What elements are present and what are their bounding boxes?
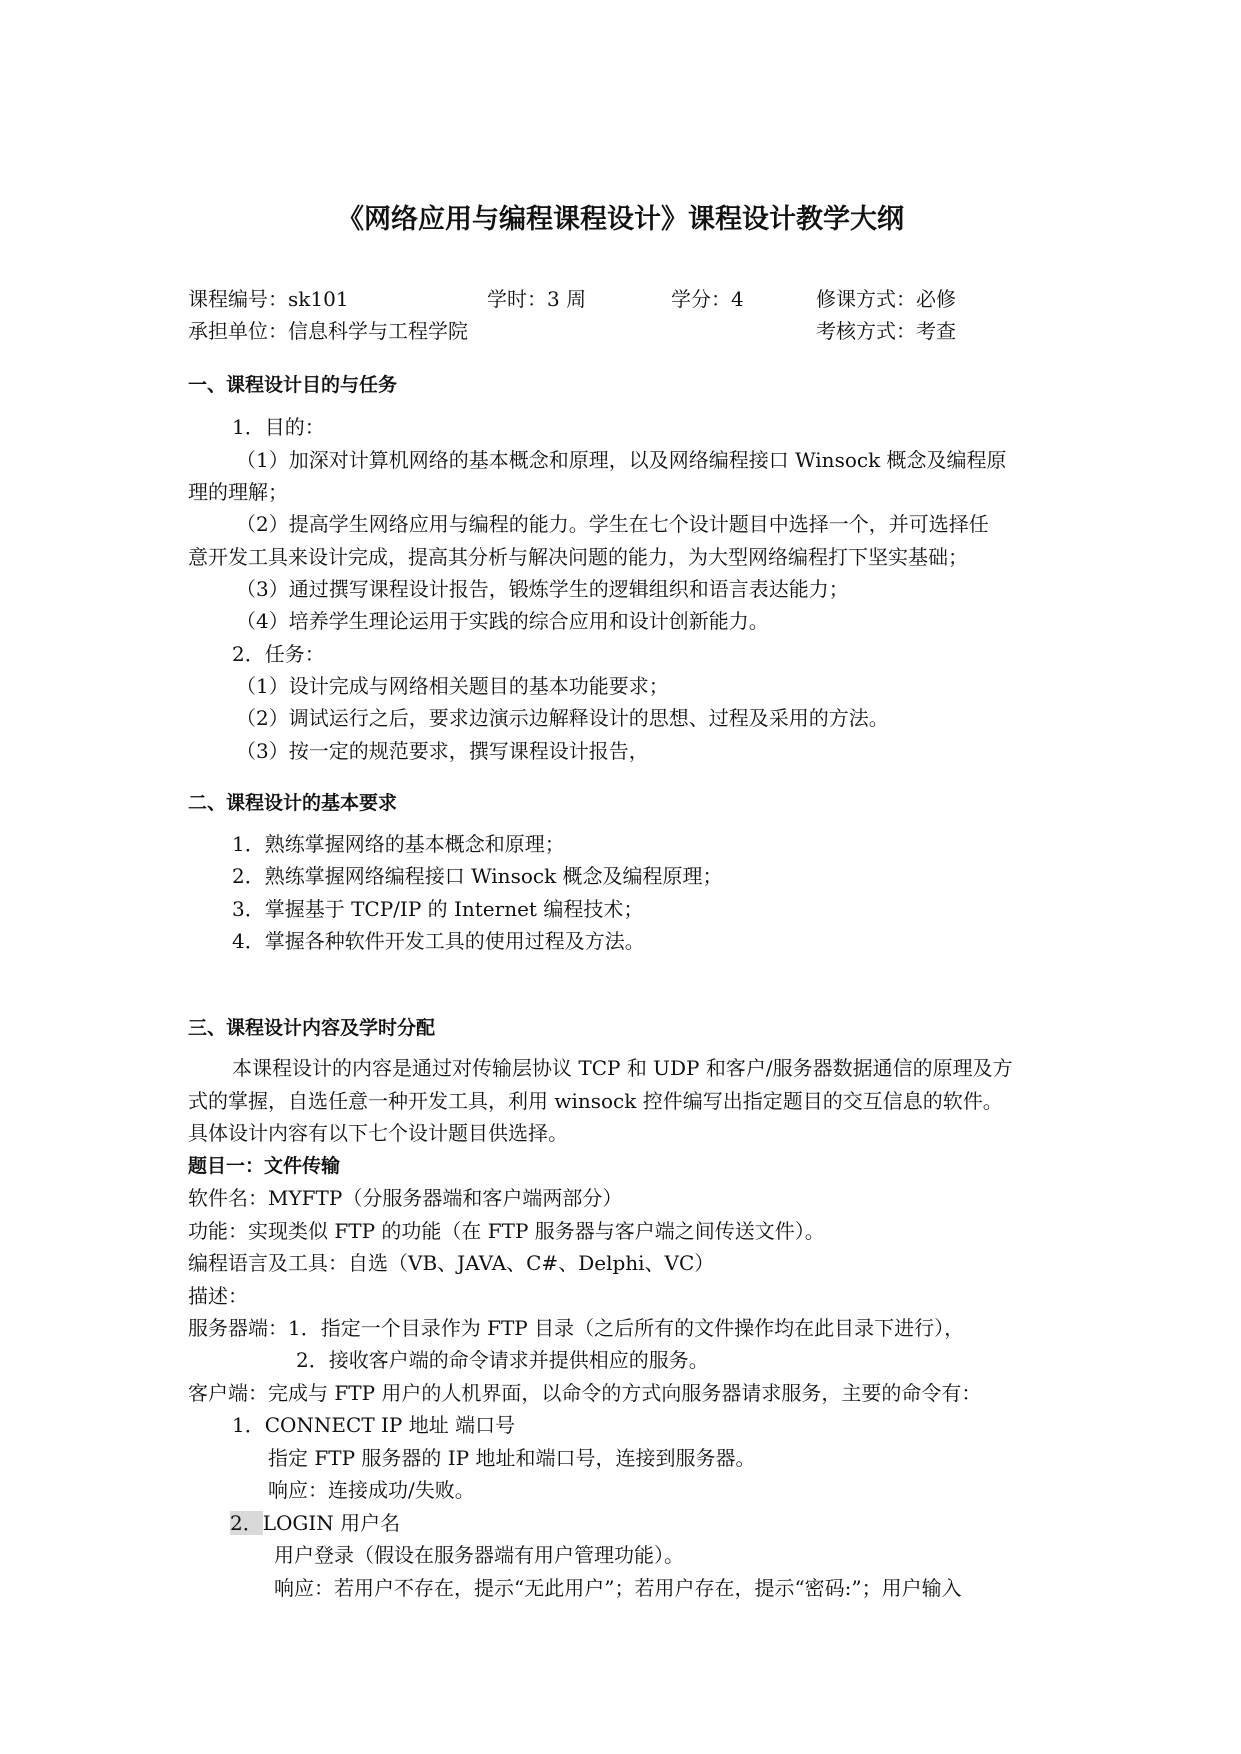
goal-item-2b: 意开发工具来设计完成，提高其分析与解决问题的能力，为大型网络编程打下坚实基础； [188,545,968,569]
course-code: 课程编号：sk101 [188,287,349,311]
task-item-2: （2）调试运行之后，要求边演示边解释设计的思想、过程及采用的方法。 [236,706,889,730]
requirement-item-2: 2．熟练掌握网络编程接口 Winsock 概念及编程原理； [232,864,723,888]
intro-line-1: 本课程设计的内容是通过对传输层协议 TCP 和 UDP 和客户/服务器数据通信的原理及方 [232,1056,1013,1080]
server-line-1: 服务器端：1．指定一个目录作为 FTP 目录（之后所有的文件操作均在此目录下进行）， [188,1316,965,1340]
describe-label: 描述： [188,1284,248,1308]
goal-item-2a: （2）提高学生网络应用与编程的能力。学生在七个设计题目中选择一个，并可选择任 [236,512,989,536]
command-connect-desc: 指定 FTP 服务器的 IP 地址和端口号，连接到服务器。 [268,1446,756,1470]
command-login-text: LOGIN 用户名 [262,1511,401,1535]
document-title: 《网络应用与编程课程设计》课程设计教学大纲 [337,204,904,235]
task-label: 2．任务： [232,642,325,666]
client-line: 客户端：完成与 FTP 用户的人机界面，以命令的方式向服务器请求服务，主要的命令有： [188,1381,982,1405]
course-unit: 承担单位：信息科学与工程学院 [188,319,468,343]
requirement-item-4: 4．掌握各种软件开发工具的使用过程及方法。 [232,929,645,953]
language-line: 编程语言及工具：自选（VB、JAVA、C#、Delphi、VC） [188,1251,715,1275]
course-exam: 考核方式：考查 [816,319,956,343]
goal-item-1a: （1）加深对计算机网络的基本概念和原理，以及网络编程接口 Winsock 概念及编程原 [236,448,1007,472]
intro-line-3: 具体设计内容有以下七个设计题目供选择。 [188,1121,568,1145]
goal-item-4: （4）培养学生理论运用于实践的综合应用和设计创新能力。 [236,609,769,633]
command-login-response: 响应：若用户不存在，提示“无此用户”；若用户存在，提示“密码:”；用户输入 [274,1576,962,1600]
goal-item-1b: 理的理解； [188,480,288,504]
command-login-number: 2． [230,1511,263,1535]
goal-item-3: （3）通过撰写课程设计报告，锻炼学生的逻辑组织和语言表达能力； [236,577,849,601]
command-connect: 1．CONNECT IP 地址 端口号 [232,1413,516,1437]
section-heading-2: 二、课程设计的基本要求 [188,792,398,814]
software-name: 软件名：MYFTP（分服务器端和客户端两部分） [188,1186,623,1210]
server-line-2: 2．接收客户端的命令请求并提供相应的服务。 [296,1348,709,1372]
function-line: 功能：实现类似 FTP 的功能（在 FTP 服务器与客户端之间传送文件）。 [188,1219,825,1243]
goal-label: 1．目的： [232,415,325,439]
section-heading-1: 一、课程设计目的与任务 [188,374,398,396]
command-login-desc: 用户登录（假设在服务器端有用户管理功能）。 [274,1543,684,1567]
task-item-1: （1）设计完成与网络相关题目的基本功能要求； [236,674,669,698]
course-hours: 学时：3 周 [487,287,587,311]
requirement-item-3: 3．掌握基于 TCP/IP 的 Internet 编程技术； [232,897,644,921]
task-item-3: （3）按一定的规范要求，撰写课程设计报告， [236,739,649,763]
command-login [230,1510,400,1536]
topic-heading: 题目一：文件传输 [188,1155,341,1177]
requirement-item-1: 1．熟练掌握网络的基本概念和原理； [232,832,565,856]
course-mode: 修课方式：必修 [816,287,956,311]
course-credit: 学分：4 [671,287,744,311]
section-heading-3: 三、课程设计内容及学时分配 [188,1017,436,1039]
intro-line-2: 式的掌握，自选任意一种开发工具，利用 winsock 控件编写出指定题目的交互信息的软件。 [188,1089,1003,1113]
command-connect-response: 响应：连接成功/失败。 [268,1478,475,1502]
